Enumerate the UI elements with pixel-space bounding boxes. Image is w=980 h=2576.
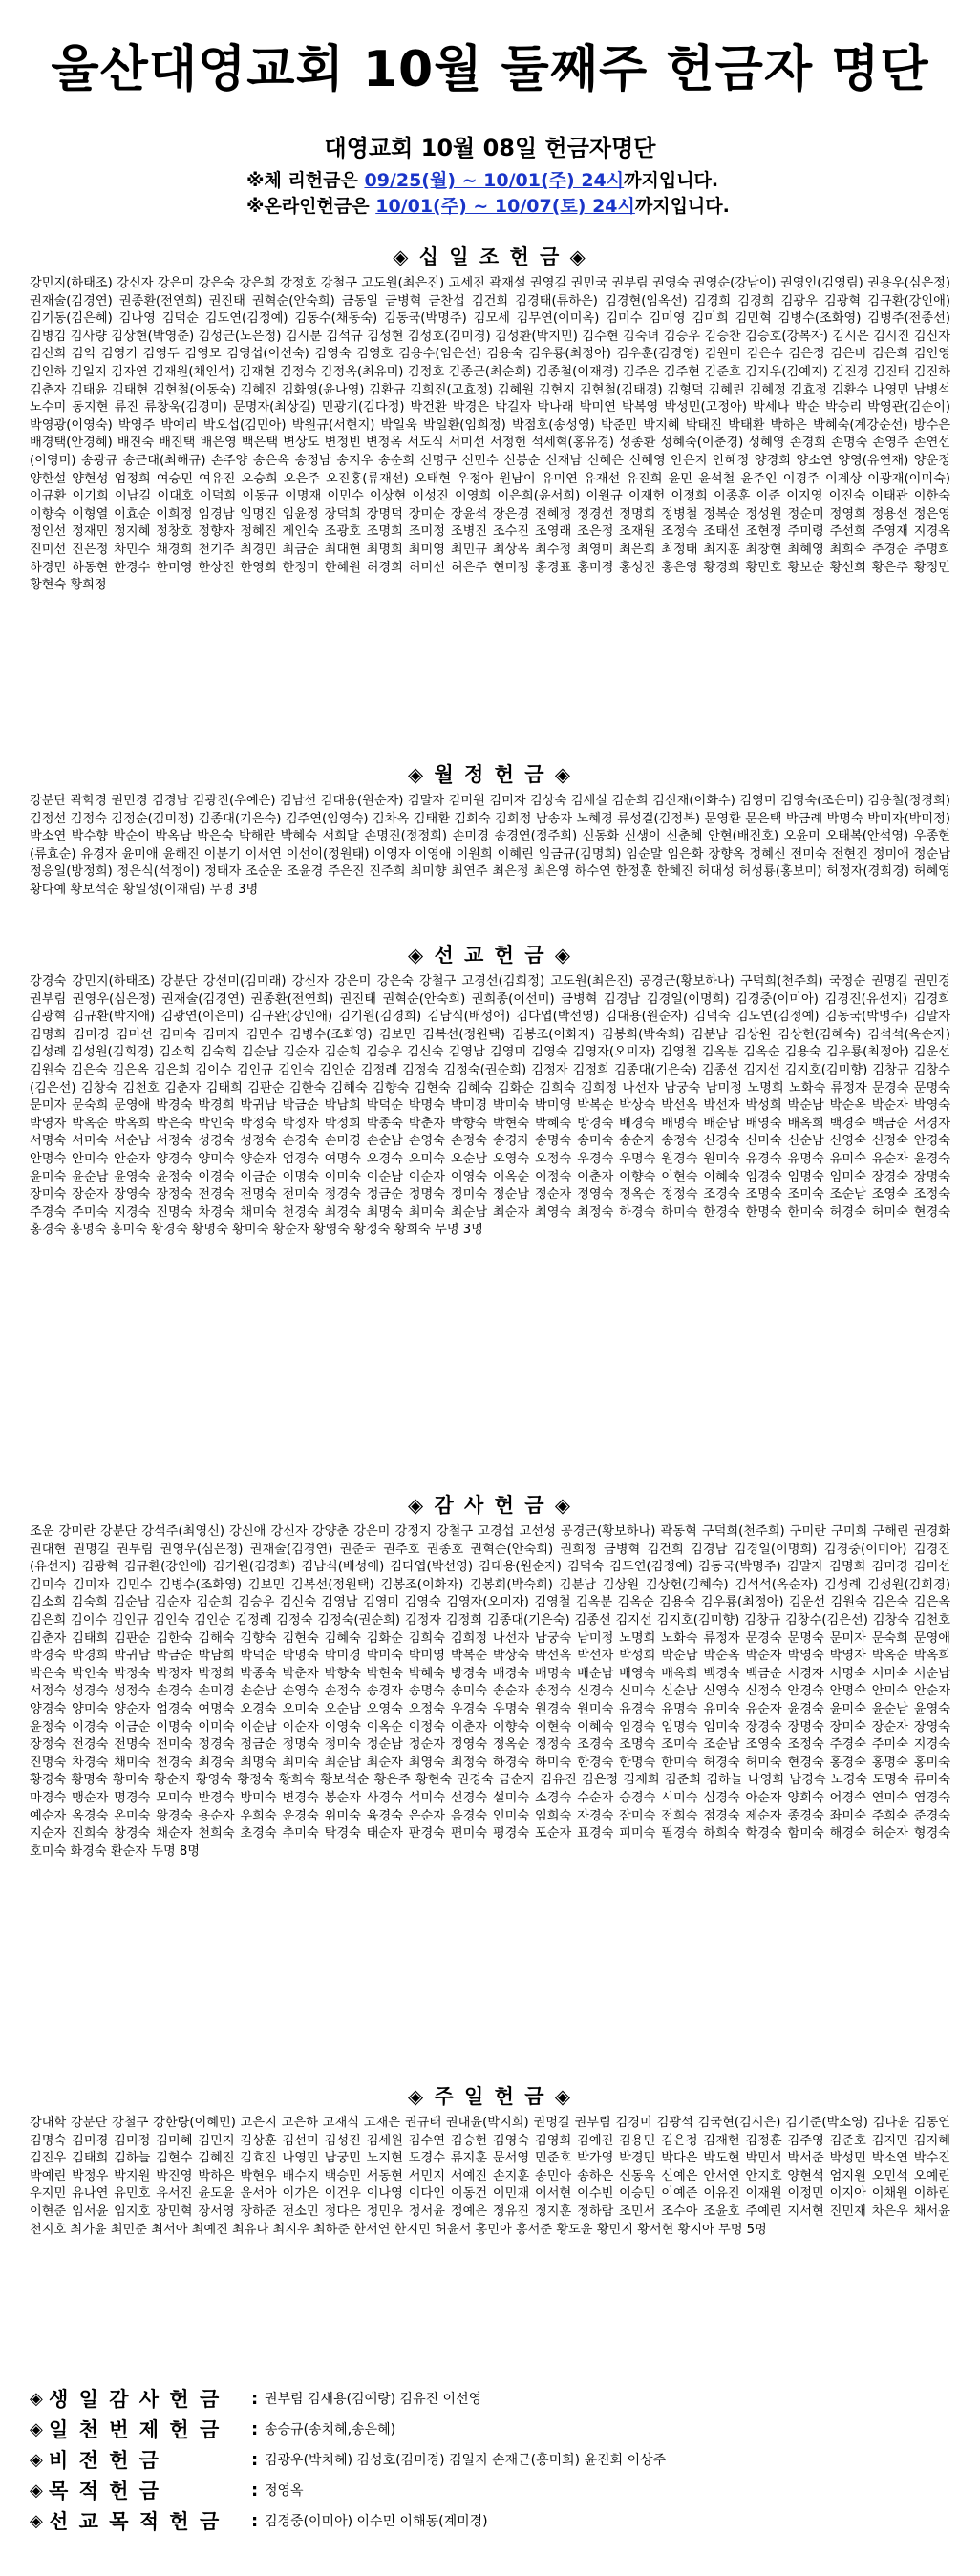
section-title: ◈ 선 교 헌 금 ◈ xyxy=(408,944,572,967)
sunday-section xyxy=(30,2083,950,2373)
section-title: ◈ 십 일 조 헌 금 ◈ xyxy=(393,245,587,268)
section-title: ◈ 감 사 헌 금 ◈ xyxy=(408,1494,572,1517)
row-names: 정영옥 xyxy=(265,2483,304,2499)
monthly-donor-list: 강분단 곽학경 권민경 김경남 김광진(우예은) 김남선 김대용(원순자) 김말자 김미원 김미자 김상숙 김세실 김순희 김신재(이화수) 김영미 김영숙(조은미) 김용철(정경희) 김정선 김정숙 김정순(김미정) 김종대(기은숙) 김주연(임영숙) 김차옥 김태환 김희숙 김희정 남송자 노혜경 류성걸(김정복) 문영환 문은택 박금례 박명숙 박미자(박미정) 박소연 박수향 박순이 박옥남 박은숙 박해란 박혜숙 서희달 손명진(정정희) 손미경 송경연(정주희) 신동화 신생이 신춘혜 안현(배진호) 오윤미 오태복(안석영) 우종현(류효순) 유경자 윤미애 윤해진 이분기 이서연 이선이(정원태) 이영자 이영애 이원희 이혜린 임금규(김명희) 임순말 임은화 장향옥 정혜신 전미숙 전현진 정미애 정순남 정응일(방정희) 정은식(석정이) 정태자 조순운 조윤경 주은진 진주희 최미향 최연주 최은정 최은영 하수연 한정훈 한혜진 허대성 허성룡(홍보미) 허정자(경희경) 허혜영 황다예 황보석순 황일성(이재림) 무명 3명 xyxy=(30,794,950,897)
notice-suffix: 까지입니다. xyxy=(634,196,730,217)
tithe-donor-list: 강민지(하태조) 강신자 강은미 강은숙 강은희 강정호 강철구 고도원(최은진) 고세진 곽재설 권영길 권민국 권부림 권영숙 권영순(강남이) 권영인(김영림) 권용우(심은정) 권재술(김경연) 권종환(전연희) 권진태 권혁순(안숙희) 금동일 금병혁 금찬섭 김건희 김경태(류하은) 김경현(임옥선) 김경희 김경희 김광우 김광혁 김규환(강인애) 김기동(김은혜) 김나영 김덕순 김도연(김정예) 김동수(채동숙) 김동국(박명주) 김모세 김무연(이미옥) 김미수 김미영 김미희 김민혁 김병수(조화영) 김병주(전종선) 김병김 김사량 김상현(박영준) 김성근(노은정) 김시분 김석규 김성현 김성호(김미경) 김성환(박지민) 김수현 김숙녀 김승우 김승찬 김승호(강복자) 김시은 김시진 김신자 김신희 김익 김영기 김영두 김영모 김영섭(이선숙) 김영숙 김영호 김용수(임은선) 김용숙 김우룡(최정아) 김우훈(김경영) 김원미 김은수 김은정 김은비 김은희 김인영 김인하 김일지 김자연 김재원(채인석) 김재현 김정숙 김정옥(최유미) 김정호 김종근(최순희) 김종철(이재경) 김주은 김주현 김준호 김지우(김예지) 김진경 김진태 김진하 김춘자 김태윤 김태현 김현철(이동숙) 김혜진 김화영(윤나영) 김환규 김희진(고효정) 김혜원 김현지 김현철(김태경) 김형덕 김혜린 김혜정 김효정 김환수 나영민 남병석 노수미 동지현 류진 류창욱(김경미) 문명자(최상길) 민광기(김다정) 박건환 박경은 박길자 박나래 박미연 박복영 박성민(고정아) 박세나 박순 박승리 박영관(김순이) 박영광(이영숙) 박영주 박예리 박오섭(김민아) 박원규(서현지) 박일욱 박일환(임희정) 박점호(송성영) 박준민 박지혜 박태진 박태환 박하은 박혜숙(계강순선) 방수은 배경택(안경혜) 배진숙 배진택 배은영 백은택 변상도 변정빈 변정옥 서도식 서미선 서정헌 석세혁(홍유경) 성종환 성혜숙(이춘경) 성혜영 손경희 손명숙 손영주 손연선(이영미) 송광규 송근대(최해규) 손주양 송은옥 송정남 송지우 송순희 신명구 신민수 신봉순 신재남 신혜은 신혜영 안은지 안혜정 양경희 양소연 양영(유연재) 양운정 양한설 양현성 엄정희 여승민 여유진 오승희 오은주 오진홍(류재선) 오태현 우정아 원남이 유미연 유재선 유진희 윤민 윤석철 윤주인 이경주 이계상 이광재(이미숙) 이규환 이기희 이남길 이대호 이덕희 이동규 이명재 이민수 이상현 이성진 이영희 이은희(윤서희) 이원규 이재헌 이정희 이종훈 이준 이지영 이진숙 이태관 이한숙 이향숙 이형열 이효순 이희정 임경남 임명진 임윤정 장덕희 장명덕 장미순 장윤석 장은경 전혜정 정경선 정명희 정병철 정복순 정성원 정순미 정영희 정용선 정은영 정인선 정재민 정지혜 정창호 정향자 정혜진 제인숙 조광호 조명희 조미정 조병진 조수진 조영래 조은정 조재원 조정숙 조태선 조현정 주미령 주선희 주영재 지경옥 진미선 진은정 차민수 채경희 천기주 최경민 최금순 최대현 최명희 최미영 최민규 최상옥 최수정 최영미 최은희 최정태 최지훈 최창현 최혜영 최희숙 추경순 추명희 하경민 하동현 한경수 한미영 한상진 한영희 한정미 한혜원 허경희 허미선 허은주 현미정 홍경표 홍미경 홍성진 홍은영 황경희 황민호 황보순 황선희 황은주 황정민 황현숙 황희정 xyxy=(30,276,950,593)
diamond-bullet-icon: ◈ xyxy=(30,2388,43,2409)
notice-prefix: ※체 리헌금은 xyxy=(246,170,365,191)
row-names: 김광우(박치혜) 김성호(김미경) 김일지 손재근(홍미희) 윤진회 이상주 xyxy=(265,2453,667,2468)
mission-donor-list: 강경숙 강민지(하태조) 강분단 강선미(김미래) 강신자 강은미 강은숙 강철구 고경선(김희정) 고도원(최은진) 공경근(황보하나) 구덕희(천주희) 국정순 권명길 권민경 권부림 권영우(심은정) 권재술(김경연) 권종환(전연희) 권진태 권혁순(안숙희) 권희종(이선미) 금병혁 김경남 김경일(이명희) 김경중(이미아) 김경진(유선지) 김경희 김광혁 김규환(박지애) 김광연(이은미) 김규완(강인애) 김기원(김경희) 김남식(배성애) 김다엽(박선영) 김대용(원순자) 김덕숙 김도연(김정예) 김동국(박명주) 김말자 김명희 김미경 김미선 김미숙 김미자 김민수 김병수(조화영) 김보민 김복선(정원택) 김봉조(이화자) 김봉희(박숙희) 김분남 김상원 김상헌(김혜숙) 김석석(옥순자) 김성례 김성원(김희경) 김소희 김숙희 김순남 김순자 김순희 김승우 김신숙 김영남 김영미 김영숙 김영자(오미자) 김영철 김옥분 김옥순 김용숙 김우룡(최정아) 김운선 김원숙 김은숙 김은옥 김은희 김이수 김인규 김인숙 김인순 김정례 김정숙 김정숙(권순희) 김정자 김정희 김종대(기은숙) 김종선 김지선 김지호(김미향) 김창규 김창수(김은선) 김창숙 김천호 김춘자 김태희 김판순 김한숙 김해숙 김향숙 김현숙 김혜숙 김화순 김희숙 김희정 나선자 남궁숙 남미정 노명희 노화숙 류정자 문경숙 문명숙 문미자 문숙희 문영애 박경숙 박경희 박귀남 박금순 박남희 박덕순 박명숙 박미경 박미숙 박미영 박복순 박상숙 박선옥 박선자 박성희 박순남 박순옥 박순자 박영숙 박영자 박옥순 박옥희 박은숙 박인숙 박정숙 박정자 박정희 박종숙 박춘자 박향숙 박현숙 박혜숙 방경숙 배경숙 배명숙 배순남 배영숙 배옥희 백경숙 백금순 서경자 서명숙 서미숙 서순남 서정숙 성경숙 성정숙 손경숙 손미경 손순남 손영숙 손정숙 송경자 송명숙 송미숙 송순자 송정숙 신경숙 신미숙 신순남 신영숙 신정숙 안경숙 안명숙 안미숙 안순자 양경숙 양미숙 양순자 엄경숙 여명숙 오경숙 오미숙 오순남 오영숙 오정숙 우경숙 우명숙 원경숙 원미숙 유경숙 유명숙 유미숙 유순자 윤경숙 윤미숙 윤순남 윤영숙 윤정숙 이경숙 이금순 이명숙 이미숙 이순남 이순자 이영숙 이옥순 이정숙 이춘자 이향숙 이현숙 이혜숙 임경숙 임명숙 임미숙 장경숙 장명숙 장미숙 장순자 장영숙 장정숙 전경숙 전명숙 전미숙 정경숙 정금순 정명숙 정미숙 정순남 정순자 정영숙 정옥순 정정숙 조경숙 조명숙 조미숙 조순남 조영숙 조정숙 주경숙 주미숙 지경숙 진명숙 차경숙 채미숙 천경숙 최경숙 최명숙 최미숙 최순남 최순자 최영숙 최정숙 하경숙 하미숙 한경숙 한명숙 한미숙 허경숙 허미숙 현경숙 홍경숙 홍명숙 홍미숙 황경숙 황명숙 황미숙 황순자 황영숙 황정숙 황희숙 무명 3명 xyxy=(30,974,950,1238)
sub-title: 대영교회 10월 08일 헌금자명단 xyxy=(324,135,656,161)
row-label: 생 일 감 사 헌 금 xyxy=(49,2388,222,2411)
diamond-bullet-icon: ◈ xyxy=(30,2510,43,2531)
monthly-section xyxy=(30,761,950,938)
notice-suffix: 까지입니다. xyxy=(624,170,719,191)
offline-date-range: 09/25(월) ~ 10/01(주) 24시 xyxy=(364,170,625,191)
tithe-section xyxy=(30,244,950,671)
separator: : xyxy=(251,2418,259,2439)
vision-offering-row xyxy=(30,2444,950,2475)
mission-section xyxy=(30,942,950,1527)
separator: : xyxy=(251,2510,259,2531)
diamond-bullet-icon: ◈ xyxy=(30,2480,43,2501)
row-label: 일 천 번 제 헌 금 xyxy=(49,2418,222,2441)
section-title: ◈ 주 일 헌 금 ◈ xyxy=(408,2085,572,2108)
row-label: 목 적 헌 금 xyxy=(49,2480,161,2502)
mission-purpose-offering-row xyxy=(30,2505,950,2536)
special-offerings-list xyxy=(30,2383,950,2536)
thanksgiving-section xyxy=(30,1492,950,2068)
offline-offering-notice xyxy=(246,166,718,192)
sunday-donor-list: 강대학 강분단 강철구 강한량(이혜민) 고은지 고은하 고재식 고재은 권규태 권대윤(박지희) 권명길 권부림 김경미 김광석 김국현(김시은) 김기준(박소영) 김다윤 김동연 김명숙 김미경 김미정 김미혜 김민지 김상훈 김선미 김성진 김세원 김수연 김승현 김영숙 김영희 김예진 김용민 김은정 김재현 김정훈 김주영 김준호 김지민 김지혜 김진우 김태희 김하늘 김현수 김혜진 김효진 나영민 남궁민 노지현 도경수 류지훈 문서영 민준호 박가영 박경민 박다은 박도현 박민서 박서준 박성민 박소연 박수진 박예린 박정우 박지원 박진영 박하은 박현우 배수지 백승민 서동현 서민지 서예진 손지훈 송민아 송하은 신동욱 신예은 안서연 안지호 양현석 엄지원 오민석 오예린 우지민 유나연 유민호 유서진 윤도윤 윤서아 이가은 이건우 이나영 이다인 이동건 이민재 이서현 이수빈 이승민 이예준 이유진 이재원 이정민 이지아 이채원 이하린 이현준 임서윤 임지호 장민혁 장서영 장하준 전소민 정다은 정민우 정서윤 정예은 정유진 정지훈 정하람 조민서 조수아 조윤호 주예린 지서현 진민재 차은우 채서윤 천지호 최가윤 최민준 최서아 최예진 최유나 최지우 최하준 한서연 한지민 허윤서 홍민아 홍서준 황도윤 황민지 황서현 황지아 무명 5명 xyxy=(30,2116,950,2237)
main-title: 울산대영교회 10월 둘째주 헌금자 명단 xyxy=(51,41,929,98)
online-date-range: 10/01(주) ~ 10/07(토) 24시 xyxy=(375,196,635,217)
notice-prefix: ※온라인헌금은 xyxy=(246,196,376,217)
diamond-bullet-icon: ◈ xyxy=(30,2418,43,2439)
birthday-offering-row xyxy=(30,2383,950,2414)
section-title: ◈ 월 정 헌 금 ◈ xyxy=(408,763,572,786)
diamond-bullet-icon: ◈ xyxy=(30,2449,43,2470)
row-names: 권부림 김새용(김예랑) 김유진 이선영 xyxy=(265,2392,482,2407)
row-names: 김경중(이미아) 이수민 이해동(계미경) xyxy=(265,2514,488,2529)
online-offering-notice xyxy=(246,192,730,218)
row-label: 선 교 목 적 헌 금 xyxy=(49,2510,222,2533)
thanksgiving-donor-list: 조운 강미란 강분단 강석주(최영신) 강신애 강신자 강양춘 강은미 강정지 강철구 고경섭 고선성 공경근(황보하나) 곽동혁 구덕희(천주희) 구미란 구미희 구해린 권경화 권대현 권명길 권부림 권영우(심은정) 권재술(김경연) 권준국 권주호 권종호 권혁순(안숙희) 권희정 금병혁 김건희 김경남 김경일(이명희) 김경중(이미아) 김경진(유선지) 김광혁 김규환(강인애) 김기원(김경희) 김남식(배성애) 김다엽(박선영) 김대용(원순자) 김덕숙 김도연(김정예) 김동국(박명주) 김말자 김명희 김미경 김미선 김미숙 김미자 김민수 김병수(조화영) 김보민 김복선(정원택) 김봉조(이화자) 김봉희(박숙희) 김분남 김상원 김상헌(김혜숙) 김석석(옥순자) 김성례 김성원(김희경) 김소희 김숙희 김순남 김순자 김순희 김승우 김신숙 김영남 김영미 김영숙 김영자(오미자) 김영철 김옥분 김옥순 김용숙 김우룡(최정아) 김운선 김원숙 김은숙 김은옥 김은희 김이수 김인규 김인숙 김인순 김정례 김정숙 김정숙(권순희) 김정자 김정희 김종대(기은숙) 김종선 김지선 김지호(김미향) 김창규 김창수(김은선) 김창숙 김천호 김춘자 김태희 김판순 김한숙 김해숙 김향숙 김현숙 김혜숙 김화순 김희숙 김희정 나선자 남궁숙 남미정 노명희 노화숙 류정자 문경숙 문명숙 문미자 문숙희 문영애 박경숙 박경희 박귀남 박금순 박남희 박덕순 박명숙 박미경 박미숙 박미영 박복순 박상숙 박선옥 박선자 박성희 박순남 박순옥 박순자 박영숙 박영자 박옥순 박옥희 박은숙 박인숙 박정숙 박정자 박정희 박종숙 박춘자 박향숙 박현숙 박혜숙 방경숙 배경숙 배명숙 배순남 배영숙 배옥희 백경숙 백금순 서경자 서명숙 서미숙 서순남 서정숙 성경숙 성정숙 손경숙 손미경 손순남 손영숙 손정숙 송경자 송명숙 송미숙 송순자 송정숙 신경숙 신미숙 신순남 신영숙 신정숙 안경숙 안명숙 안미숙 안순자 양경숙 양미숙 양순자 엄경숙 여명숙 오경숙 오미숙 오순남 오영숙 오정숙 우경숙 우명숙 원경숙 원미숙 유경숙 유명숙 유미숙 유순자 윤경숙 윤미숙 윤순남 윤영숙 윤정숙 이경숙 이금순 이명숙 이미숙 이순남 이순자 이영숙 이옥순 이정숙 이춘자 이향숙 이현숙 이혜숙 임경숙 임명숙 임미숙 장경숙 장명숙 장미숙 장순자 장영숙 장정숙 전경숙 전명숙 전미숙 정경숙 정금순 정명숙 정미숙 정순남 정순자 정영숙 정옥순 정정숙 조경숙 조명숙 조미숙 조순남 조영숙 조정숙 주경숙 주미숙 지경숙 진명숙 차경숙 채미숙 천경숙 최경숙 최명숙 최미숙 최순남 최순자 최영숙 최정숙 하경숙 하미숙 한경숙 한명숙 한미숙 허경숙 허미숙 현경숙 홍경숙 홍명숙 홍미숙 황경숙 황명숙 황미숙 황순자 황영숙 황정숙 황희숙 황보석순 황은주 황현숙 권경숙 금순자 김유진 김은정 김재희 김준희 김하늘 나영희 남경숙 노경숙 도명숙 류미숙 마경숙 맹순자 명경숙 모미숙 반경숙 방미숙 변경숙 봉순자 사경숙 석미숙 선경숙 설미숙 소경숙 수순자 승경숙 시미숙 심경숙 아순자 양희숙 어경숙 연미숙 염경숙 예순자 옥경숙 온미숙 왕경숙 용순자 우희숙 운경숙 위미숙 육경숙 은순자 음경숙 인미숙 임희숙 자경숙 잠미숙 전희숙 점경숙 제순자 종경숙 좌미숙 주희숙 준경숙 지순자 진희숙 창경숙 채순자 천희숙 초경숙 추미숙 탁경숙 태순자 판경숙 편미숙 평경숙 포순자 표경숙 피미숙 필경숙 하희숙 학경숙 함미숙 해경숙 허순자 형경숙 호미숙 화경숙 환순자 무명 8명 xyxy=(30,1524,950,1859)
row-label: 비 전 헌 금 xyxy=(49,2449,161,2472)
row-names: 송승규(송치혜,송은혜) xyxy=(265,2422,396,2438)
thousand-offering-row xyxy=(30,2414,950,2444)
purpose-offering-row xyxy=(30,2475,950,2505)
separator: : xyxy=(251,2449,259,2470)
separator: : xyxy=(251,2388,259,2409)
separator: : xyxy=(251,2480,259,2501)
